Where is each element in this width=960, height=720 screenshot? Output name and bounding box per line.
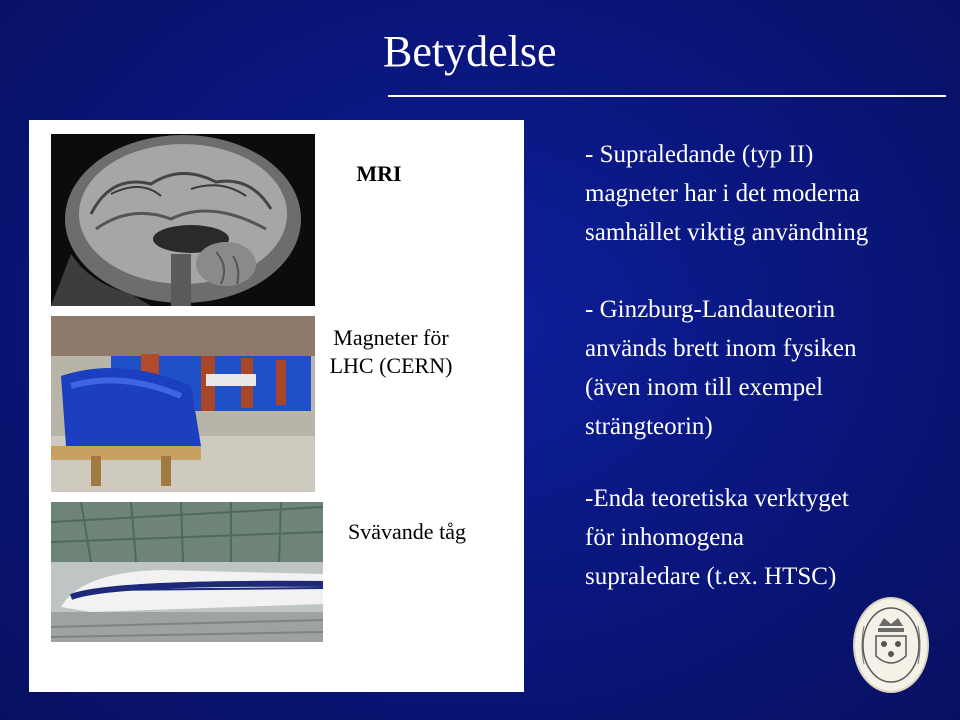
maglev-train-photo — [51, 502, 323, 642]
text-block-inhomogeneous: -Enda teoretiska verktyget för inhomogena supraledare (t.ex. HTSC) — [585, 485, 849, 590]
slide-title: Betydelse — [383, 27, 557, 76]
image-panel — [29, 120, 524, 692]
caption-lhc: Magneter för LHC (CERN) — [329, 325, 453, 378]
lhc-magnets-photo — [51, 316, 315, 492]
mri-brain-scan — [51, 134, 315, 306]
text-block-ginzburg-landau: - Ginzburg-Landauteorin används brett inom fysiken (även inom till exempel strängteorin) — [585, 296, 857, 440]
royal-academy-seal-icon — [852, 596, 930, 694]
title-underline — [388, 95, 946, 97]
text-block-superconducting-magnets: - Supraledande (typ II) magneter har i det moderna samhället viktig användning — [585, 141, 869, 246]
caption-train: Svävande tåg — [348, 519, 466, 544]
caption-mri: MRI — [356, 161, 402, 186]
